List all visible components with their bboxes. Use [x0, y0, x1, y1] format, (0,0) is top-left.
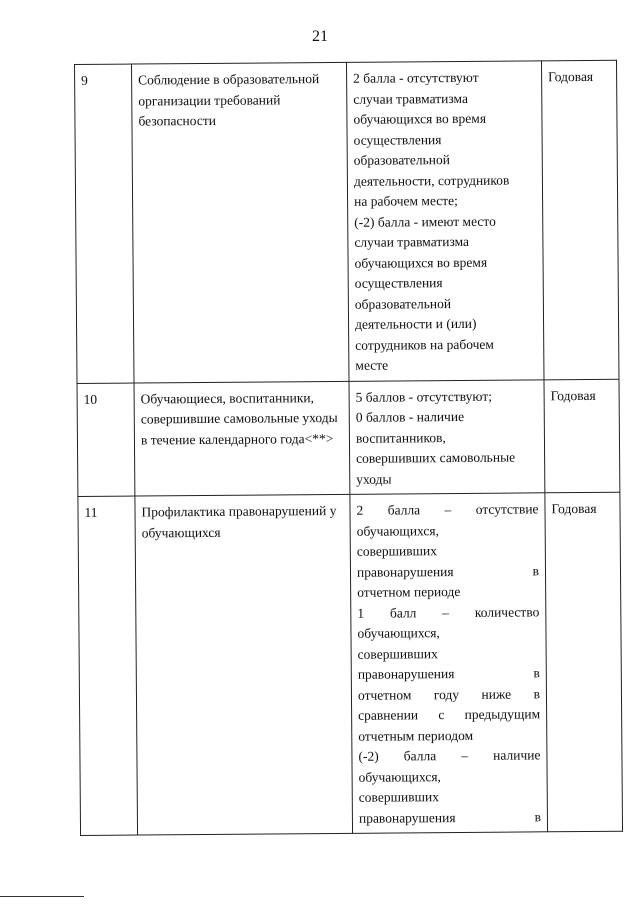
- criteria-cell: [349, 379, 545, 494]
- criteria-cell: [346, 61, 543, 381]
- indicator-cell: Соблюдение в образовательной организации требований безопасности: [132, 62, 349, 382]
- criteria-line: (-2) балла - имеют место: [354, 213, 496, 230]
- indicator-cell: Профилактика правонарушений у обучающихся: [135, 494, 353, 835]
- criteria-line: отчетным периодом: [358, 727, 474, 744]
- criteria-line: отчетном году ниже в: [357, 685, 541, 703]
- criteria-line: случаи травматизма: [354, 233, 470, 250]
- row-number: 11: [78, 496, 138, 835]
- criteria-line: 2 балла - отсутствуют: [353, 69, 479, 86]
- criteria-line: правонарушения в: [357, 665, 540, 682]
- indicator-cell: Обучающиеся, воспитанники, совершившие самовольные уходы в течение календарного года<**>: [134, 381, 350, 496]
- period-cell: Годовая: [541, 60, 618, 379]
- criteria-line: уходы: [356, 471, 392, 487]
- criteria-line: правонарушения в: [356, 562, 540, 580]
- criteria-line: случаи травматизма: [353, 90, 468, 107]
- criteria-line: деятельности, сотрудников: [353, 172, 510, 189]
- page-number: 21: [312, 28, 328, 45]
- period-cell: Годовая: [545, 492, 623, 832]
- criteria-cell: [350, 493, 548, 834]
- period-cell: Годовая: [544, 379, 620, 493]
- criteria-line: обучающихся,: [357, 625, 440, 641]
- table-row: [77, 379, 620, 497]
- criteria-line: 5 баллов - отсутствуют;: [355, 388, 493, 405]
- criteria-line: обучающихся во время: [354, 254, 488, 271]
- criteria-line: 0 баллов - наличие: [355, 408, 465, 425]
- criteria-line: деятельности и (или): [354, 315, 477, 332]
- criteria-line: совершивших: [356, 543, 438, 559]
- criteria-line: воспитанников,: [355, 429, 446, 446]
- footnote-separator: [0, 896, 84, 897]
- criteria-line: 1 балл – количество: [357, 603, 540, 621]
- criteria-line: обучающихся,: [358, 768, 441, 785]
- table-row: [75, 60, 619, 383]
- criteria-table: [74, 60, 623, 836]
- criteria-line: месте: [355, 357, 389, 373]
- criteria-line: (-2) балла – наличие: [358, 747, 541, 764]
- criteria-line: совершивших: [358, 789, 439, 805]
- row-number: 10: [77, 383, 135, 497]
- criteria-line: совершивших самовольные: [356, 449, 516, 466]
- row-number: 9: [75, 64, 134, 383]
- table-row: [78, 492, 623, 835]
- criteria-line: осуществления: [354, 275, 443, 291]
- criteria-line: обучающихся,: [356, 522, 440, 539]
- criteria-line: правонарушения в: [358, 808, 541, 826]
- criteria-line: на рабочем месте;: [354, 192, 458, 209]
- criteria-line: отчетном периоде: [357, 583, 461, 600]
- criteria-line: обучающихся во время: [353, 110, 487, 127]
- criteria-line: 2 балла – отсутствие: [356, 501, 539, 518]
- criteria-line: сотрудников на рабочем: [355, 336, 494, 353]
- criteria-line: сравнении с предыдущим: [358, 706, 541, 723]
- criteria-line: осуществления: [353, 131, 442, 148]
- criteria-line: образовательной: [353, 152, 451, 168]
- criteria-line: образовательной: [354, 295, 452, 312]
- criteria-line: совершивших: [357, 645, 438, 662]
